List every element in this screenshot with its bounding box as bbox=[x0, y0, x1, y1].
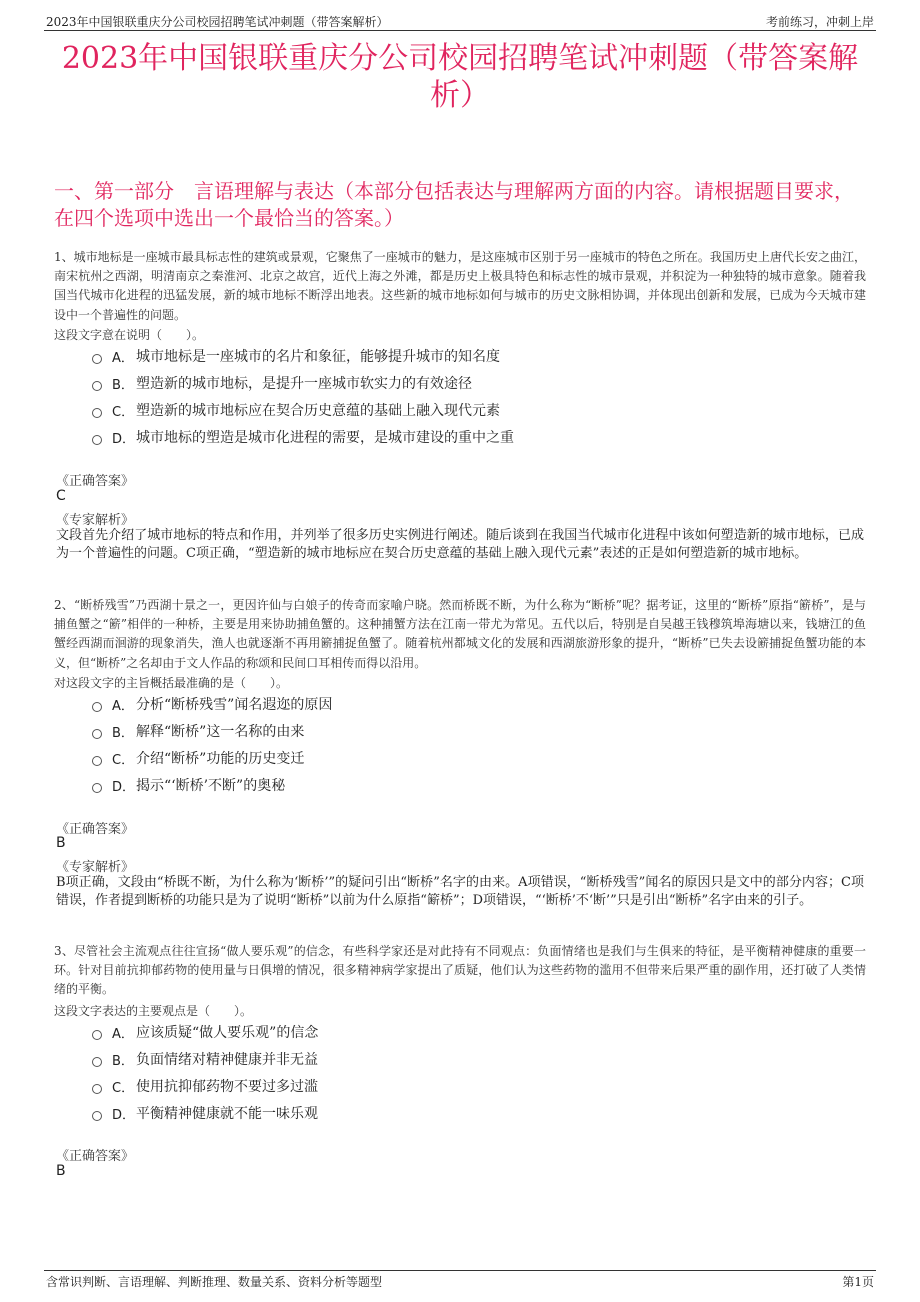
page-header bbox=[44, 10, 876, 31]
question-1-answer: C bbox=[56, 488, 66, 504]
question-2-option-d[interactable] bbox=[92, 775, 285, 795]
document-title: 2023年中国银联重庆分公司校园招聘笔试冲刺题（带答案解析） bbox=[61, 41, 859, 113]
question-2-explanation-label: 《专家解析》 bbox=[56, 860, 135, 875]
question-3-stem: 3、尽管社会主流观点往往宣扬“做人要乐观”的信念，有些科学家还是对此持有不同观点：负面情绪也是我们与生俱来的特征，是平衡精神健康的重要一环。针对目前抗抑郁药物的使用量与日俱增的情况，很多精神病学家提出了质疑，他们认为这些药物的滥用不但带来后果严重的副作用，还打破了人类情绪的平衡。 bbox=[54, 944, 866, 997]
question-3-option-b[interactable] bbox=[92, 1049, 318, 1069]
radio-icon[interactable] bbox=[92, 1084, 102, 1094]
question-3-answer: B bbox=[56, 1163, 66, 1179]
option-letter: A． bbox=[112, 1026, 134, 1042]
radio-icon[interactable] bbox=[92, 729, 102, 739]
question-1-prompt: 这段文字意在说明（ ）。 bbox=[54, 328, 205, 342]
question-2-option-c[interactable] bbox=[92, 748, 304, 768]
option-letter: D． bbox=[112, 431, 136, 447]
option-letter: C． bbox=[112, 404, 135, 420]
question-1-stem: 1、城市地标是一座城市最具标志性的建筑或景观，它聚焦了一座城市的魅力，是这座城市区别于另一座城市的特色之所在。我国历史上唐代长安之曲江，南宋杭州之西湖，明清南京之秦淮河、北京之故宫，近代上海之外滩，都是历史上极具特色和标志性的城市景观，并积淀为一种独特的城市意象。随着我国当代城市化进程的迅猛发展，新的城市地标不断浮出地表。这些新的城市地标如何与城市的历史文脉相协调，并体现出创新和发展，已成为今天城市建设中一个普遍性的问题。 bbox=[54, 250, 866, 322]
option-letter: A． bbox=[112, 350, 134, 366]
question-2-option-a[interactable] bbox=[92, 694, 332, 714]
page-number: 第1页 bbox=[842, 1275, 874, 1289]
option-letter: B． bbox=[112, 1053, 134, 1069]
question-2-answer: B bbox=[56, 835, 66, 851]
radio-icon[interactable] bbox=[92, 1111, 102, 1121]
question-3-option-a[interactable] bbox=[92, 1022, 318, 1042]
radio-icon[interactable] bbox=[92, 354, 102, 364]
radio-icon[interactable] bbox=[92, 702, 102, 712]
option-letter: B． bbox=[112, 377, 134, 393]
radio-icon[interactable] bbox=[92, 381, 102, 391]
radio-icon[interactable] bbox=[92, 783, 102, 793]
radio-icon[interactable] bbox=[92, 756, 102, 766]
question-1-answer-label: 《正确答案》 bbox=[56, 474, 135, 489]
header-slogan: 考前练习，冲刺上岸 bbox=[765, 15, 874, 29]
option-letter: D． bbox=[112, 1107, 136, 1123]
question-2-answer-label: 《正确答案》 bbox=[56, 822, 135, 837]
page-footer bbox=[44, 1270, 876, 1289]
option-text: 分析“断桥残雪”闻名遐迩的原因 bbox=[136, 697, 333, 713]
footer-note: 含常识判断、言语理解、判断推理、数量关系、资料分析等题型 bbox=[46, 1275, 383, 1289]
header-doc-title: 2023年中国银联重庆分公司校园招聘笔试冲刺题（带答案解析） bbox=[46, 15, 389, 29]
option-text: 应该质疑“做人要乐观”的信念 bbox=[136, 1025, 319, 1041]
option-letter: C． bbox=[112, 1080, 135, 1096]
question-1-option-a[interactable] bbox=[92, 346, 500, 366]
question-3-option-c[interactable] bbox=[92, 1076, 318, 1096]
question-3-prompt: 这段文字表达的主要观点是（ ）。 bbox=[54, 1004, 253, 1018]
option-text: 解释“断桥”这一名称的由来 bbox=[136, 724, 305, 740]
option-text: 平衡精神健康就不能一味乐观 bbox=[136, 1106, 318, 1122]
question-2-stem: 2、“断桥残雪”乃西湖十景之一，更因许仙与白娘子的传奇而家喻户晓。然而桥既不断，为什么称为“断桥”呢？据考证，这里的“断桥”原指“簖桥”，是与捕鱼蟹之“簖”相伴的一种桥，主要是用来协助捕鱼蟹的。这种捕蟹方法在江南一带尤为常见。五代以后，特别是自吴越王钱穆筑埠海塘以来，钱塘江的鱼蟹经西湖而洄游的现象消失，渔人也就逐渐不再用簖捕捉鱼蟹了。随着杭州都城文化的发展和西湖旅游形象的提升，“断桥”已失去设簖捕捉鱼蟹功能的本义，但“断桥”之名却由于文人作品的称颂和民间口耳相传而得以沿用。 bbox=[54, 598, 866, 670]
question-1-explanation: 文段首先介绍了城市地标的特点和作用，并列举了很多历史实例进行阐述。随后谈到在我国当代城市化进程中该如何塑造新的城市地标，已成为一个普遍性的问题。C项正确，“塑造新的城市地标应在契合历史意蕴的基础上融入现代元素”表述的正是如何塑造新的城市地标。 bbox=[56, 528, 864, 561]
question-2-option-b[interactable] bbox=[92, 721, 304, 741]
option-letter: A． bbox=[112, 698, 134, 714]
question-1-option-b[interactable] bbox=[92, 373, 472, 393]
radio-icon[interactable] bbox=[92, 1030, 102, 1040]
question-1-option-d[interactable] bbox=[92, 427, 514, 447]
option-text: 负面情绪对精神健康并非无益 bbox=[136, 1052, 318, 1068]
option-text: 使用抗抑郁药物不要过多过滥 bbox=[136, 1079, 318, 1095]
radio-icon[interactable] bbox=[92, 408, 102, 418]
option-text: 介绍“断桥”功能的历史变迁 bbox=[136, 751, 305, 767]
option-text: 揭示“‘断桥’不断”的奥秘 bbox=[136, 778, 286, 794]
question-3-answer-label: 《正确答案》 bbox=[56, 1149, 135, 1164]
option-text: 塑造新的城市地标，是提升一座城市软实力的有效途径 bbox=[136, 376, 472, 392]
radio-icon[interactable] bbox=[92, 435, 102, 445]
question-2-explanation: B项正确，文段由“桥既不断，为什么称为‘断桥’”的疑问引出“断桥”名字的由来。A项错误，“断桥残雪”闻名的原因只是文中的部分内容；C项错误，作者提到断桥的功能只是为了说明“断桥”以前为什么原指“簖桥”；D项错误，“‘断桥’不‘断’”只是引出“断桥”名字由来的引子。 bbox=[56, 875, 864, 908]
question-1-option-c[interactable] bbox=[92, 400, 500, 420]
question-2-prompt: 对这段文字的主旨概括最准确的是（ ）。 bbox=[54, 676, 289, 690]
question-1-explanation-label: 《专家解析》 bbox=[56, 513, 135, 528]
option-letter: D． bbox=[112, 779, 136, 795]
section-heading: 一、第一部分 言语理解与表达（本部分包括表达与理解两方面的内容。请根据题目要求，在四个选项中选出一个最恰当的答案。） bbox=[54, 179, 854, 230]
option-letter: B． bbox=[112, 725, 134, 741]
option-text: 塑造新的城市地标应在契合历史意蕴的基础上融入现代元素 bbox=[136, 403, 500, 419]
radio-icon[interactable] bbox=[92, 1057, 102, 1067]
question-3-option-d[interactable] bbox=[92, 1103, 318, 1123]
option-text: 城市地标的塑造是城市化进程的需要，是城市建设的重中之重 bbox=[136, 430, 514, 446]
option-text: 城市地标是一座城市的名片和象征，能够提升城市的知名度 bbox=[136, 349, 500, 365]
option-letter: C． bbox=[112, 752, 135, 768]
